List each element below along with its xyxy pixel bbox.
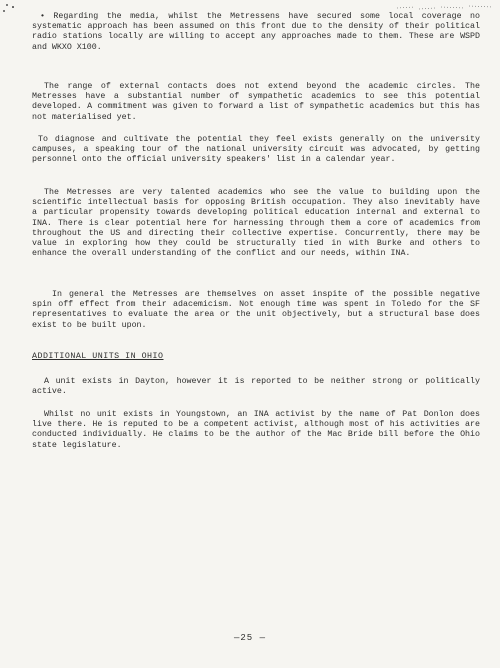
paragraph-dayton: A unit exists in Dayton, however it is reported to be neither strong or politically active. [32,377,480,397]
scan-noise-mark [395,4,495,12]
page-number: —25 — [233,633,266,643]
paragraph-youngstown: Whilst no unit exists in Youngstown, an INA activist by the name of Pat Donlon does live there. He is reputed to be a competent activist, although most of his activities are conducted individually. He claims to be the author of the Mac Bride bill before the Ohio state legislature. [32,410,480,450]
scan-speck [3,10,5,12]
paragraph-external-contacts: The range of external contacts does not extend beyond the academic circles. The Metresses have a substantial number of sympathetic academics to see this potential developed. A commitment was given to forward a list of sympathetic academics but this has not materialised yet. [32,82,480,122]
paragraph-media: • Regarding the media, whilst the Metressens have secured some local coverage no systematic approach has been assumed on this front due to the density of their political radio stations locally are willing to accept any approaches made to them. These are WSPD and WKXO X100. [32,12,480,52]
section-heading: ADDITIONAL UNITS IN OHIO [32,352,164,361]
scan-speck [6,4,8,6]
paragraph-academics: The Metresses are very talented academics who see the value to building upon the scientific intellectual basis for opposing British occupation. They also inevitably have a particular propensity towards developing political education internal and external to INA. There is clear potential here for harnessing through them a core of academics from throughout the US and directing their collective expertise. Concurrently, there may be value in exploring how they could be structurally tied in with Burke and others to enhance the overall understanding of the conflict and our needs, within INA. [32,188,480,259]
paragraph-general-assessment: In general the Metresses are themselves on asset inspite of the possible negative spin off effect from their adacemicism. Not enough time was spent in Toledo for the SF representatives to evaluate the area or the unit objectively, but a structural base does exist to be built upon. [32,290,480,330]
paragraph-university-tour: To diagnose and cultivate the potential they feel exists generally on the university campuses, a speaking tour of the national university circuit was advocated, by getting personnel onto the official university speakers' list in a calendar year. [32,135,480,165]
scan-speck [12,6,14,8]
